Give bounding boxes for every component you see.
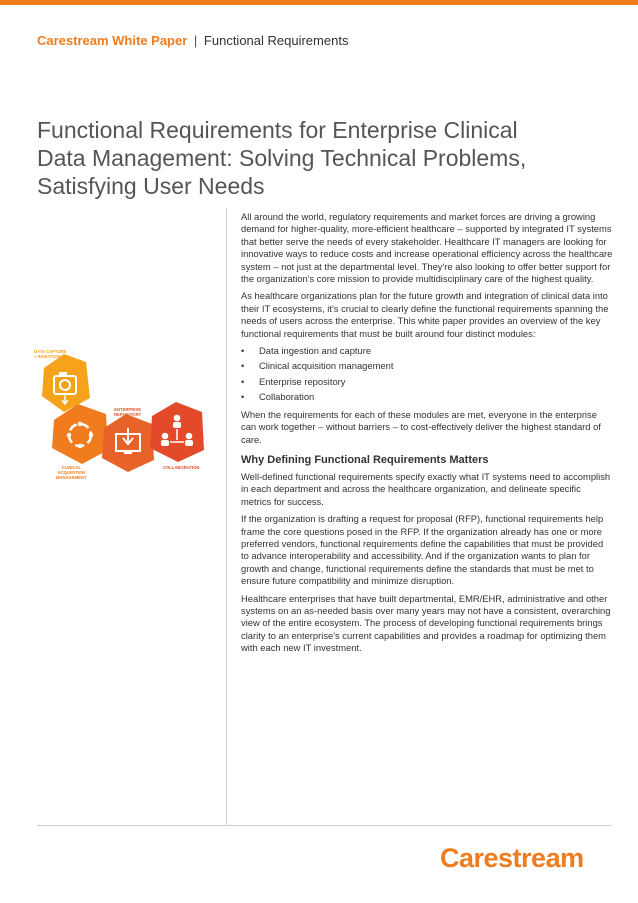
title-line-1: Functional Requirements for Enterprise Clinical xyxy=(37,117,518,143)
bullet: • xyxy=(241,375,245,387)
clinical-acquisition-shape xyxy=(52,404,108,464)
bullet: • xyxy=(241,360,245,372)
main-body xyxy=(241,211,613,660)
carestream-logo: Carestream xyxy=(440,843,584,873)
label-clinical-line1: CLINICAL xyxy=(61,465,82,470)
list-item-text: Clinical acquisition management xyxy=(259,360,394,372)
column-divider xyxy=(226,208,227,825)
list-item-text: Collaboration xyxy=(259,391,315,403)
bullet: • xyxy=(241,391,245,403)
label-clinical-acquisition xyxy=(56,466,86,480)
footer-divider xyxy=(37,825,612,826)
modules-list xyxy=(241,345,613,404)
intro-paragraph: All around the world, regulatory requirements and market forces are driving a growing demand for higher-quality, more-efficient healthcare – supported by integrated IT systems that better serve the needs of every stakeholder. Healthcare IT managers are looking for innovative ways to reduce costs and increase operational efficiency across the healthcare system – not just at the departmental level. They're also looking to offer better support for the organization's core mission to provide multidisciplinary care of the highest quality. xyxy=(241,211,613,285)
top-accent-bar xyxy=(0,0,638,5)
list-item xyxy=(241,376,613,388)
label-enterprise-line1: ENTERPRISE xyxy=(114,407,141,412)
title-line-2: Data Management: Solving Technical Problems, xyxy=(37,145,527,171)
list-item xyxy=(241,360,613,372)
list-item xyxy=(241,345,613,357)
list-item xyxy=(241,391,613,403)
definition-paragraph: Well-defined functional requirements specify exactly what IT systems need to accomplish in each department and across the healthcare organization, and delineate specific metrics for success. xyxy=(241,470,611,507)
document-header xyxy=(37,33,348,48)
bullet: • xyxy=(241,345,245,357)
label-collaboration-text: COLLABORATION xyxy=(163,465,200,470)
title-line-3: Satisfying User Needs xyxy=(37,173,265,199)
summary-paragraph: When the requirements for each of these modules are met, everyone in the enterprise can work together – without barriers – to cost-effectively deliver the highest standard of care. xyxy=(241,408,601,445)
header-brand: Carestream White Paper xyxy=(37,33,188,48)
label-clinical-line3: MANAGEMENT xyxy=(56,474,87,480)
label-enterprise-line2: REPOSITORY xyxy=(114,411,142,417)
page-title xyxy=(37,116,597,200)
header-section: Functional Requirements xyxy=(203,33,349,48)
modules-paragraph: As healthcare organizations plan for the future growth and integration of clinical data into their IT ecosystems, it's crucial to clearly define the functional requirements spanning the needs of users across the enterprise. This white paper provides an overview of the key functional requirements that must be built around four distinct modules: xyxy=(241,290,609,339)
list-item-text: Data ingestion and capture xyxy=(259,345,372,357)
section-heading: Why Defining Functional Requirements Matters xyxy=(241,453,489,466)
label-data-capture-line2: + INGESTION xyxy=(34,353,61,359)
label-data-capture-line1: DATA CAPTURE xyxy=(34,349,67,354)
modules-diagram xyxy=(34,340,224,490)
rfp-paragraph: If the organization is drafting a request for proposal (RFP), functional requirements help frame the core questions posed in the RFP. If the organization already has one or more preferred vendors, functional requirements define the capabilities that must be provided to advance interoperability and accessibility. And if the organization wants to plan for growth and change, functional requirements define the standards that must be met to ensure future compatibility and minimize disruption. xyxy=(241,513,604,587)
label-collaboration xyxy=(163,466,199,471)
list-item-text: Enterprise repository xyxy=(259,375,346,387)
label-enterprise-repository xyxy=(114,408,141,418)
label-data-capture xyxy=(34,350,66,360)
header-separator: | xyxy=(193,33,198,48)
label-clinical-line2: ACQUISITION xyxy=(57,469,85,475)
ecosystem-paragraph: Healthcare enterprises that have built departmental, EMR/EHR, administrative and other systems on an as-needed basis over many years may not have a consistent, overarching view of the entire ecosystem. The process of developing functional requirements brings clarity to an enterprise's current capabilities and provides a roadmap for optimizing them with each new IT investment. xyxy=(241,592,611,654)
